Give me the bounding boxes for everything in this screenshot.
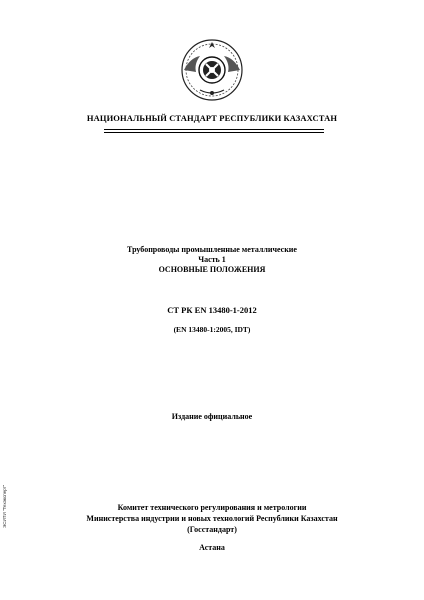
document-part: Часть 1	[198, 255, 226, 264]
state-emblem-icon	[180, 38, 244, 102]
standard-code: СТ РК EN 13480-1-2012	[167, 305, 257, 315]
publisher-line1: Комитет технического регулирования и метрологии	[117, 503, 307, 512]
standard-reference: (EN 13480-1:2005, IDT)	[173, 325, 251, 334]
side-watermark: ЭСИТИ "Техэксперт"	[2, 484, 7, 528]
document-title-line1: Трубопроводы промышленные металлические	[127, 245, 297, 254]
publisher-block	[0, 502, 424, 535]
publisher-line2: Министерства индустрии и новых технологий Республики Казахстан	[86, 514, 338, 523]
edition-label: Издание официальное	[171, 412, 253, 421]
publisher-line3: (Госстандарт)	[187, 525, 237, 534]
header-rule-top	[104, 129, 324, 130]
publication-city: Астана	[199, 543, 225, 552]
header-rule-bottom	[104, 132, 324, 133]
standard-header: НАЦИОНАЛЬНЫЙ СТАНДАРТ РЕСПУБЛИКИ КАЗАХСТАН	[86, 113, 338, 123]
document-subtitle: ОСНОВНЫЕ ПОЛОЖЕНИЯ	[158, 265, 266, 274]
document-title-block	[0, 245, 424, 275]
